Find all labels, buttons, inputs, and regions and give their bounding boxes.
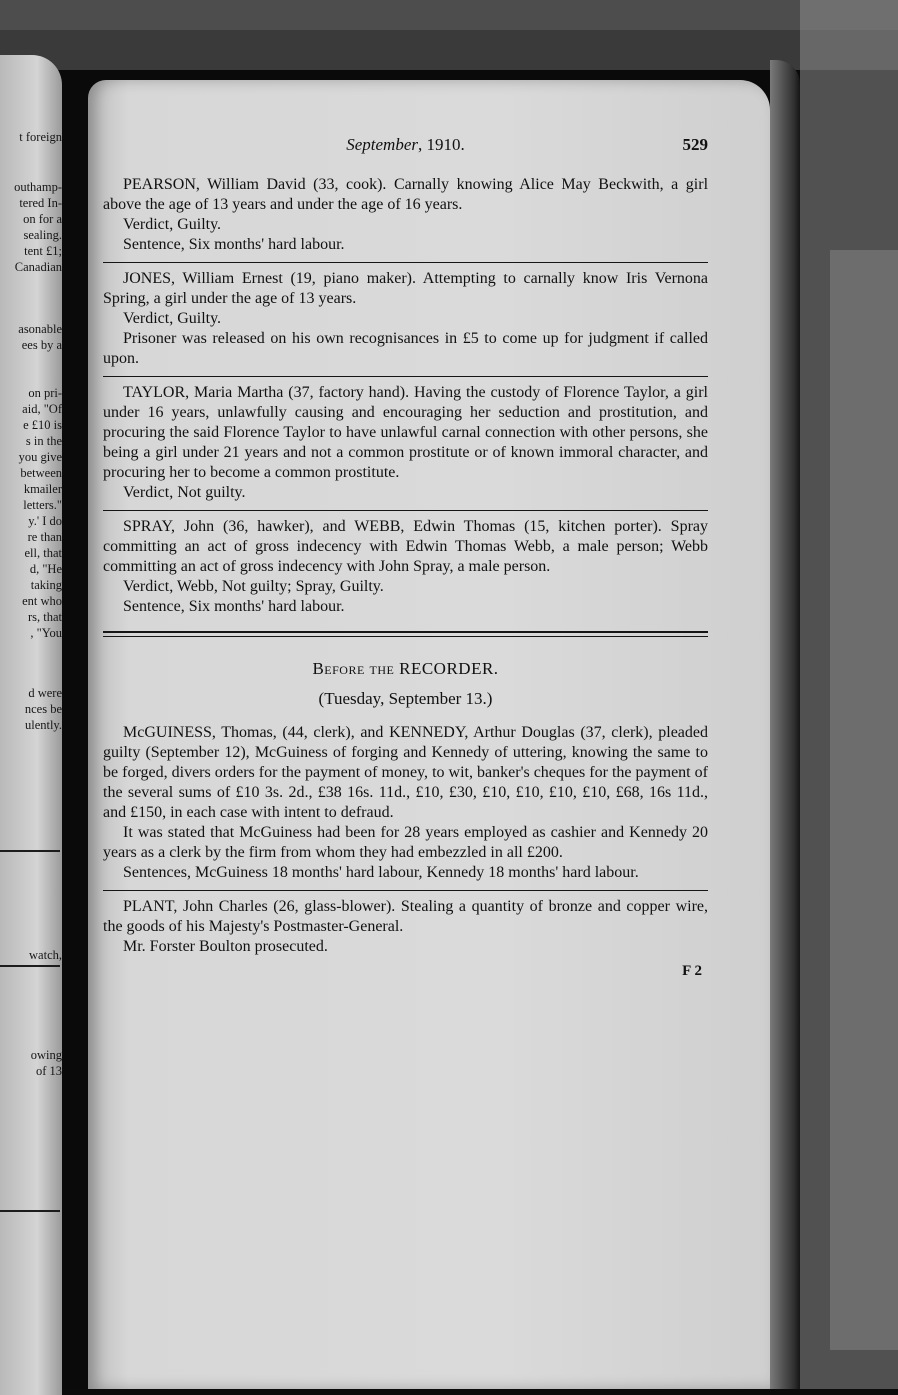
charge-text: Stealing a quantity of bronze and copper wire, the goods of his Majesty's Postmaster-General. [103,898,708,935]
case-entry [103,175,708,255]
left-page-text: t foreign [19,130,62,144]
left-page-rule [0,1210,60,1212]
defendant-name: TAYLOR, Maria Martha (37, factory hand). [123,384,410,401]
left-page-text: of 13 [35,1064,62,1078]
left-page-text: outhamp- [14,180,62,194]
page-edge-shadow [770,60,800,1389]
left-page-rule [0,850,60,852]
left-page-rule [0,965,60,967]
left-page-text: y.' I do [28,514,62,528]
case-entry [103,383,708,503]
left-page-text: tent £1; [24,244,62,258]
verdict-line: Verdict, Guilty. [123,310,222,327]
left-page-text: letters." [23,498,62,512]
left-page-text: aid, "Of [22,402,62,416]
left-page-text: kmailer [23,482,62,496]
left-page-text: ent who [22,594,62,608]
left-page-text: Canadian [14,260,62,274]
page-number: 529 [682,135,708,154]
case-charge [103,269,708,309]
left-page-text: e £10 is [23,418,62,432]
charge-text: pleaded guilty (September 12), McGuiness of forging and Kennedy of uttering, knowing the same to be forged, divers orders for the payment of money, to wit, banker's cheques for the payment of the several sums of £10 3s. 2d., £38 16s. 11d., £10, £30, £10, £10, £10, £10, £68, 16s 11d., and £150, in each case with intent to defraud. [103,724,709,821]
left-page-text: tered In- [19,196,62,210]
left-page-text: taking [30,578,62,592]
verdict-line: Verdict, Guilty. [123,216,222,233]
charge-text: Attempting to carnally know Iris Vernona Spring, a girl under the age of 13 years. [103,270,708,307]
entry-rule [103,890,708,891]
left-page-fragment [0,55,62,1395]
case-entry [103,517,708,617]
left-page-text: d, "He [29,562,62,576]
left-page-text: ees by a [21,338,62,352]
section-heading-recorder: RECORDER. [399,659,499,678]
left-page-text: you give [18,450,62,464]
left-page-text: rs, that [27,610,62,624]
verdict-line: Sentence, Six months' hard labour. [123,598,345,615]
verdict-line: Prisoner was released on his own recognisances in £5 to come up for judgment if called upon. [103,330,708,367]
verdict-line: Verdict, Not guilty. [123,484,246,501]
defendant-name: SPRAY, John (36, hawker), and WEBB, Edwin Thomas (15, kitchen porter). [123,518,662,535]
left-page-text: , "You [30,626,62,640]
case-charge [103,723,708,823]
session-date: (Tuesday, September 13.) [318,689,493,708]
case-charge [103,517,708,577]
left-page-text: on for a [23,212,62,226]
left-page-text: on pri- [28,386,62,400]
charge-text: Having the custody of Florence Taylor, a girl under 16 years, unlawfully causing and encouraging her seduction and prostitution, and procuring the said Florence Taylor to have unlawful carnal connection with other persons, she being a girl under 21 years and not a common prostitute or of known immoral character, and procuring her to become a common prostitute. [103,384,708,481]
left-page-text: s in the [25,434,62,448]
header-year: , 1910. [418,135,465,154]
left-page-text: owing [30,1048,62,1062]
section-divider [103,631,708,637]
case-entry [103,723,708,883]
entry-rule [103,262,708,263]
entries-after-section [103,723,708,957]
left-page-text: ell, that [24,546,62,560]
verdict-line: Sentences, McGuiness 18 months' hard labour, Kennedy 18 months' hard labour. [123,864,639,881]
left-page-text: watch, [29,948,62,962]
verdict-line: Sentence, Six months' hard labour. [123,236,345,253]
case-entry [103,269,708,369]
charge-text: Carnally knowing Alice May Beckwith, a girl above the age of 13 years and under the age of 16 years. [103,176,709,213]
page-content [103,135,708,981]
section-heading [103,659,708,679]
left-page-text: sealing. [23,228,62,242]
left-page-text: asonable [18,322,62,336]
signature-mark: F 2 [682,963,702,979]
case-entry [103,897,708,957]
running-header [103,135,708,161]
left-page-text: between [20,466,62,480]
left-page-text: ulently. [24,718,62,732]
defendant-name: PLANT, John Charles (26, glass-blower). [123,898,396,915]
left-page-text: nces be [24,702,62,716]
section-heading-prefix: Before the [312,659,395,678]
entry-rule [103,376,708,377]
charge-text: Spray committing an act of gross indecency with Edwin Thomas Webb, a male person; Webb committing an act of gross indecency with John Spray, a male person. [103,518,709,575]
case-charge [103,383,708,483]
verdict-line: Mr. Forster Boulton prosecuted. [123,938,328,955]
entry-rule [103,510,708,511]
case-charge [103,897,708,937]
header-month: September [346,135,418,154]
verdict-line: It was stated that McGuiness had been for 28 years employed as cashier and Kennedy 20 years as a clerk by the firm from whom they had embezzled in all £200. [103,824,708,861]
defendant-name: McGUINESS, Thomas, (44, clerk), and KENNEDY, Arthur Douglas (37, clerk), [123,724,653,741]
defendant-name: PEARSON, William David (33, cook). [123,176,387,193]
defendant-name: JONES, William Ernest (19, piano maker). [123,270,416,287]
left-page-text: re than [27,530,62,544]
case-charge [103,175,708,215]
entries-before-section [103,175,708,617]
left-page-text: d were [28,686,62,700]
verdict-line: Verdict, Webb, Not guilty; Spray, Guilty. [123,578,384,595]
